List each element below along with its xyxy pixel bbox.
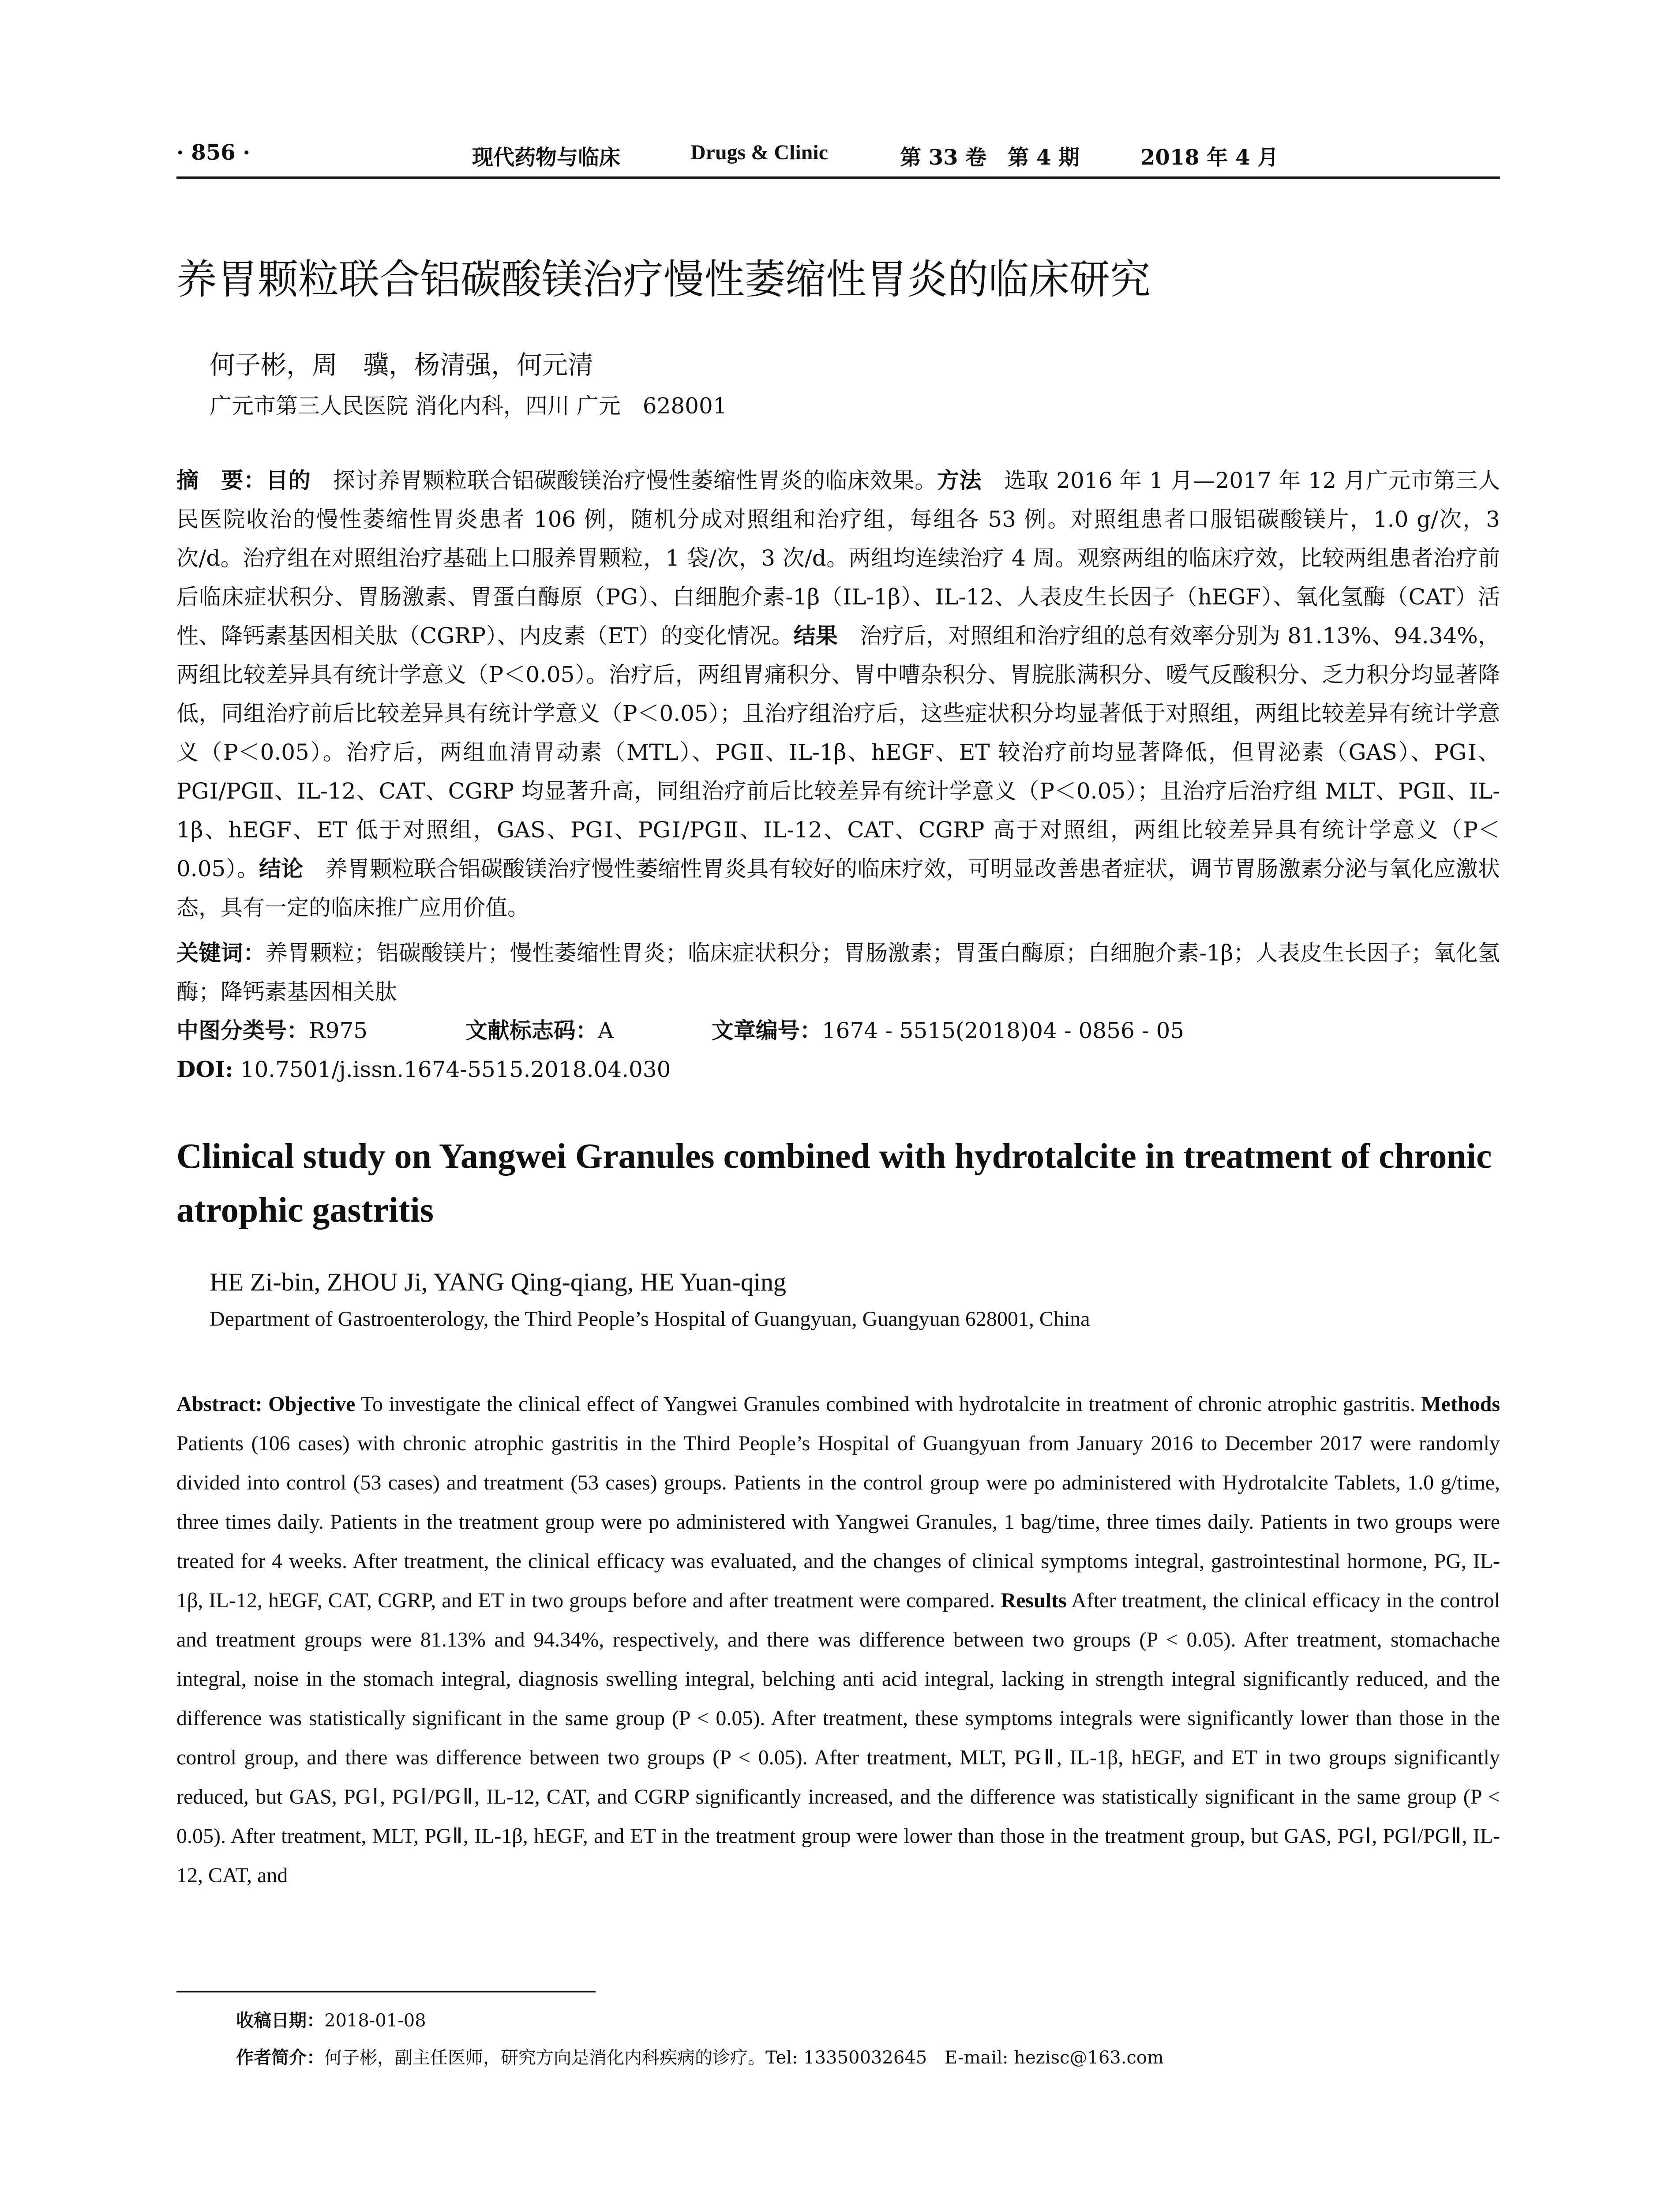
affiliation-cn: 广元市第三人民医院 消化内科，四川 广元 628001 [210,393,727,419]
authors-en: HE Zi-bin, ZHOU Ji, YANG Qing-qiang, HE Yuan-qing [210,1268,786,1296]
objective-text-en: To investigate the clinical effect of Yangwei Granules combined with hydrotalcite in treatment of chronic atrophic gastritis. [355,1392,1421,1416]
results-text-cn: 治疗后，对照组和治疗组的总有效率分别为 81.13%、94.34%，两组比较差异具有统计学意义（P＜0.05）。治疗后，两组胃痛积分、胃中嘈杂积分、胃脘胀满积分、嗳气反酸积分、乏力积分均显著降低，同组治疗前后比较差异具有统计学意义（P＜0.05）；且治疗组治疗后，这些症状积分均显著低于对照组，两组比较差异有统计学意义（P＜0.05）。治疗后，两组血清胃动素（MTL）、PGⅡ、IL-1β、hEGF、ET 较治疗前均显著降低，但胃泌素（GAS）、PGⅠ、PGⅠ/PGⅡ、IL-12、CAT、CGRP 均显著升高，同组治疗前后比较差异有统计学意义（P＜0.05）；且治疗后治疗组 MLT、PGⅡ、IL-1β、hEGF、ET 低于对照组，GAS、PGⅠ、PGⅠ/PGⅡ、IL-12、CAT、CGRP 高于对照组，两组比较差异具有统计学意义（P＜0.05）。 [176,623,1500,882]
journal-name-cn: 现代药物与临床 [472,145,621,170]
footnote-rule [176,1991,596,1992]
article-no-value: 1674 - 5515(2018)04 - 0856 - 05 [821,1018,1185,1043]
journal-name-en: Drugs & Clinic [690,141,828,164]
authors-cn: 何子彬，周 骥，杨清强，何元清 [210,350,594,380]
doi-label: DOI: [176,1056,233,1082]
clc-label: 中图分类号： [176,1017,309,1043]
abstract-en [176,1384,1500,1895]
clc-value: R975 [309,1018,368,1043]
objective-label-cn: 目的 [266,467,311,493]
issue-date: 2018 年 4 月 [1140,145,1279,170]
bio-label: 作者简介： [236,2047,324,2068]
bio-text: 何子彬，副主任医师，研究方向是消化内科疾病的诊疗。Tel: 13350032645 E-mail: hezisc@163.com [324,2048,1164,2068]
conclusion-label-cn: 结论 [259,855,304,882]
keywords-cn [176,934,1500,1011]
results-text-en: After treatment, the clinical efficacy in the control and treatment groups were 81.13% and 94.34%, respectively, and there was difference between two groups (P < 0.05). After treatment, stomachache integral, noise in the stomach integral, diagnosis swelling integral, belching anti acid integral, lacking in strength integral significantly reduced, and the difference was statistically significant in the same group (P < 0.05). After treatment, these symptoms integrals were significantly lower than those in the control group, and there was difference between two groups (P < 0.05). After treatment, MLT, PGⅡ, IL-1β, hEGF, and ET in two groups significantly reduced, but GAS, PGⅠ, PGⅠ/PGⅡ, IL-12, CAT, and CGRP significantly increased, and the difference was statistically significant in the same group (P < 0.05). After treatment, MLT, PGⅡ, IL-1β, hEGF, and ET in the treatment group were lower than those in the treatment group, but GAS, PGⅠ, PGⅠ/PGⅡ, IL-12, CAT, and [176,1589,1500,1887]
doi [176,1050,671,1089]
received-date [236,2007,426,2032]
methods-text-en: Patients (106 cases) with chronic atrophic gastritis in the Third People’s Hospital of Guangyuan from January 2016 to December 2017 were randomly divided into control (53 cases) and treatment (53 cases) groups. Patients in the control group were po administered with Hydrotalcite Tablets, 1.0 g/time, three times daily. Patients in the treatment group were po administered with Yangwei Granules, 1 bag/time, three times daily. Patients in two groups were treated for 4 weeks. After treatment, the clinical efficacy was evaluated, and the changes of clinical symptoms integral, gastrointestinal hormone, PG, IL-1β, IL-12, hEGF, CAT, CGRP, and ET in two groups before and after treatment were compared. [176,1432,1500,1612]
results-label-cn: 结果 [793,623,838,649]
methods-text-cn: 选取 2016 年 1 月—2017 年 12 月广元市第三人民医院收治的慢性萎缩性胃炎患者 106 例，随机分成对照组和治疗组，每组各 53 例。对照组患者口服铝碳酸镁片，1.0 g/次，3 次/d。治疗组在对照组治疗基础上口服养胃颗粒，1 袋/次，3 次/d。两组均连续治疗 4 周。观察两组的临床疗效，比较两组患者治疗前后临床症状积分、胃肠激素、胃蛋白酶原（PG）、白细胞介素-1β（IL-1β）、IL-12、人表皮生长因子（hEGF）、氧化氢酶（CAT）活性、降钙素基因相关肽（CGRP）、内皮素（ET）的变化情况。 [176,468,1500,649]
article-no-label: 文章编号： [711,1017,822,1043]
objective-label-en: Objective [262,1392,356,1416]
keywords-text: 养胃颗粒；铝碳酸镁片；慢性萎缩性胃炎；临床症状积分；胃肠激素；胃蛋白酶原；白细胞介素-1β；人表皮生长因子；氧化氢酶；降钙素基因相关肽 [176,940,1500,1005]
header-rule [176,176,1500,179]
volume-issue: 第 33 卷 第 4 期 [900,145,1080,170]
author-bio [236,2044,1164,2069]
abstract-cn [176,461,1500,927]
abstract-cn-label: 摘 要： [176,467,266,493]
article-title-en: Clinical study on Yangwei Granules combined with hydrotalcite in treatment of chronic atrophic gastritis [176,1137,1492,1230]
objective-text-cn: 探讨养胃颗粒联合铝碳酸镁治疗慢性萎缩性胃炎的临床效果。 [311,468,938,493]
doi-value: 10.7501/j.issn.1674-5515.2018.04.030 [233,1057,671,1082]
doc-code-label: 文献标志码： [465,1017,598,1043]
affiliation-en: Department of Gastroenterology, the Third People’s Hospital of Guangyuan, Guangyuan 628001, China [210,1307,1090,1331]
received-value: 2018-01-08 [324,2011,426,2031]
article-title-cn: 养胃颗粒联合铝碳酸镁治疗慢性萎缩性胃炎的临床研究 [176,256,1151,303]
conclusion-text-cn: 养胃颗粒联合铝碳酸镁治疗慢性萎缩性胃炎具有较好的临床疗效，可明显改善患者症状，调节胃肠激素分泌与氧化应激状态，具有一定的临床推广应用价值。 [176,856,1500,920]
results-label-en: Results [1001,1589,1067,1612]
doc-code-value: A [597,1018,614,1043]
methods-label-en: Methods [1421,1392,1500,1416]
page-number: · 856 · [176,140,251,165]
received-label: 收稿日期： [236,2010,324,2031]
abstract-en-label: Abstract: [176,1392,262,1416]
keywords-label: 关键词： [176,940,266,966]
classification-row [176,1011,1184,1050]
methods-label-cn: 方法 [937,467,982,493]
